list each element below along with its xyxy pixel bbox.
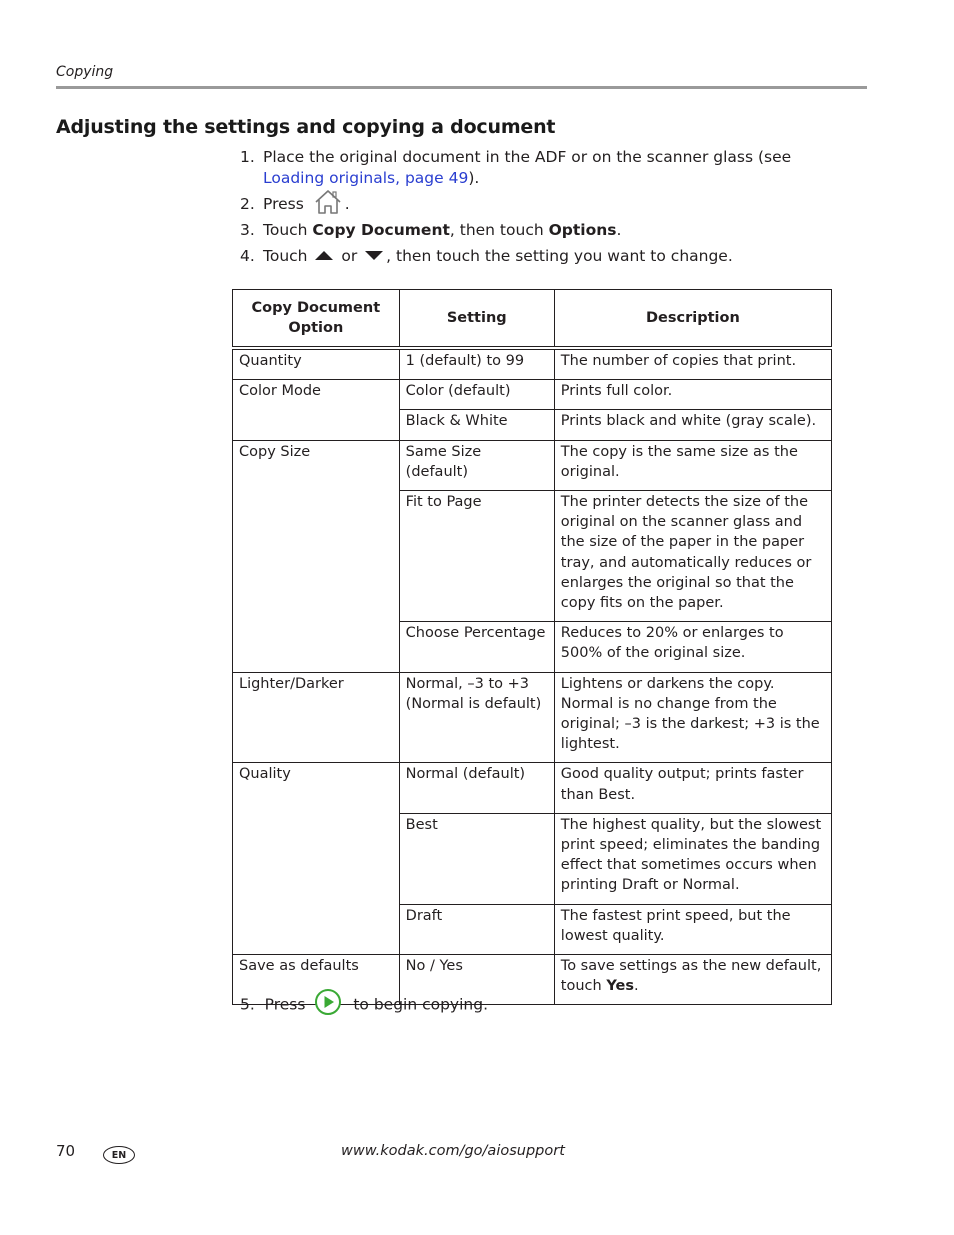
section-title: Adjusting the settings and copying a document	[56, 116, 556, 138]
step-5	[240, 994, 488, 1016]
step-text: .	[344, 195, 350, 213]
step-text: , then touch the setting you want to change.	[386, 247, 733, 265]
setting-cell: Color (default)	[399, 380, 554, 410]
description-cell: Lightens or darkens the copy. Normal is no change from the original; –3 is the darkest; +3 is the lightest.	[554, 672, 831, 763]
running-head: Copying	[56, 64, 114, 80]
setting-cell: Black & White	[399, 410, 554, 440]
steps-list	[240, 147, 850, 272]
option-cell: Quantity	[233, 348, 400, 380]
table-row	[233, 380, 832, 410]
column-header-option: Copy Document Option	[233, 290, 400, 349]
option-cell: Color Mode	[233, 380, 400, 440]
description-cell: The printer detects the size of the original on the scanner glass and the size of the paper in the paper tray, and automatically reduces or enlarges the original so that the copy fits on the paper.	[554, 491, 831, 622]
description-cell: Reduces to 20% or enlarges to 500% of the original size.	[554, 622, 831, 672]
description-cell: Prints black and white (gray scale).	[554, 410, 831, 440]
table-header-row	[233, 290, 832, 349]
footer-url: www.kodak.com/go/aiosupport	[341, 1143, 565, 1159]
description-cell: The copy is the same size as the original.	[554, 440, 831, 490]
page-number: 70	[56, 1142, 76, 1160]
step-3	[240, 220, 850, 241]
description-text: .	[633, 978, 639, 995]
option-cell: Lighter/Darker	[233, 672, 400, 763]
description-cell: Good quality output; prints faster than Best.	[554, 763, 831, 813]
start-icon	[314, 988, 342, 1016]
step-text: or	[341, 247, 358, 265]
table-row	[233, 348, 832, 380]
loading-originals-link[interactable]: Loading originals, page 49	[263, 169, 469, 187]
setting-cell: No / Yes	[399, 955, 554, 1005]
header-rule	[56, 86, 867, 89]
column-header-description: Description	[554, 290, 831, 349]
table-row	[233, 440, 832, 490]
setting-cell: Fit to Page	[399, 491, 554, 622]
step-number: 1.	[240, 148, 255, 166]
step-text: to begin copying.	[353, 995, 488, 1014]
table-row	[233, 763, 832, 813]
copy-options-table	[232, 289, 832, 1005]
table-row	[233, 672, 832, 763]
step-number: 5.	[240, 995, 255, 1014]
step-number: 3.	[240, 221, 255, 239]
description-cell	[554, 955, 831, 1005]
setting-cell: Draft	[399, 904, 554, 954]
step-text: Touch	[263, 247, 308, 265]
step-text: .	[616, 221, 622, 239]
step-text: , then touch	[449, 221, 549, 239]
setting-cell: Normal, –3 to +3 (Normal is default)	[399, 672, 554, 763]
description-cell: The fastest print speed, but the lowest quality.	[554, 904, 831, 954]
setting-cell: 1 (default) to 99	[399, 348, 554, 380]
description-cell: The highest quality, but the slowest print speed; eliminates the banding effect that sometimes occurs when printing Draft or Normal.	[554, 813, 831, 904]
setting-cell: Best	[399, 813, 554, 904]
step-2	[240, 194, 850, 215]
column-header-setting: Setting	[399, 290, 554, 349]
step-number: 4.	[240, 247, 255, 265]
step-text: Touch	[263, 221, 313, 239]
description-cell: Prints full color.	[554, 380, 831, 410]
copy-document-term: Copy Document	[312, 221, 450, 239]
step-text: Place the original document in the ADF or on the scanner glass (see	[263, 148, 792, 166]
setting-cell: Same Size (default)	[399, 440, 554, 490]
step-1	[240, 147, 850, 189]
step-4	[240, 246, 850, 267]
up-arrow-icon	[314, 249, 334, 261]
option-cell: Save as defaults	[233, 955, 400, 1005]
option-cell: Quality	[233, 763, 400, 955]
step-text: ).	[468, 169, 480, 187]
description-text: To save settings as the new default, touch	[560, 958, 822, 995]
description-cell: The number of copies that print.	[554, 348, 831, 380]
options-term: Options	[548, 221, 617, 239]
down-arrow-icon	[364, 249, 384, 261]
yes-term: Yes	[606, 978, 634, 995]
option-cell: Copy Size	[233, 440, 400, 672]
step-number: 2.	[240, 195, 255, 213]
setting-cell: Normal (default)	[399, 763, 554, 813]
home-icon	[313, 189, 343, 215]
setting-cell: Choose Percentage	[399, 622, 554, 672]
step-text: Press	[264, 995, 306, 1014]
language-badge: EN	[103, 1146, 135, 1164]
step-text: Press	[263, 195, 304, 213]
